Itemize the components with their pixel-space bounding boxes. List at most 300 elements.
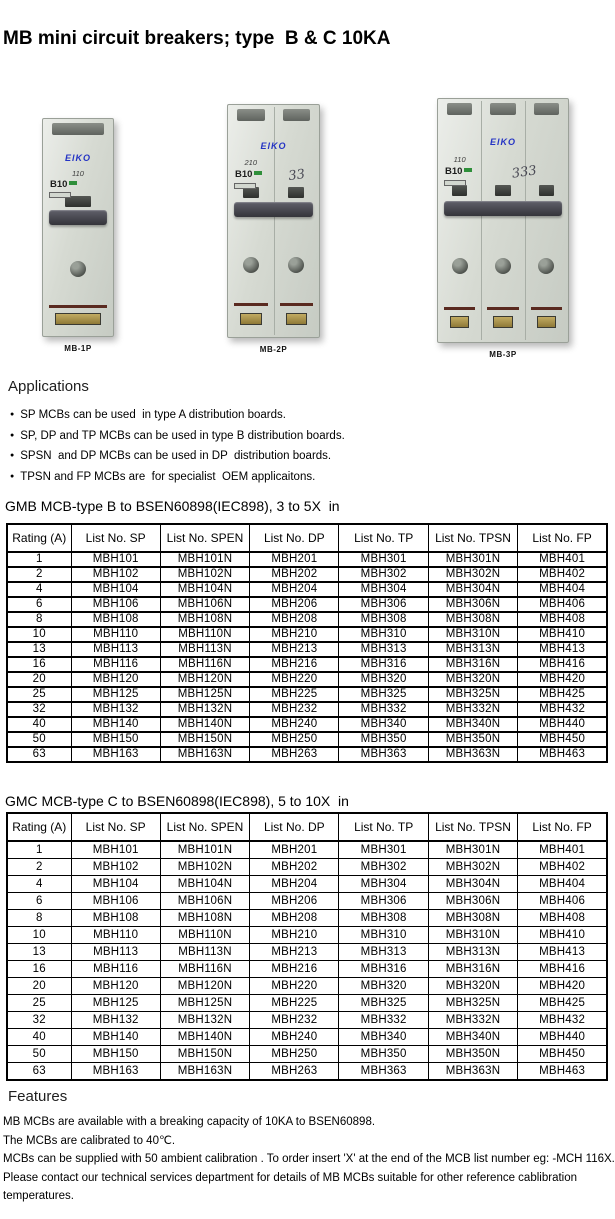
- table-row: [7, 944, 607, 961]
- table-row: [7, 978, 607, 995]
- table-cell: MBH316: [339, 961, 428, 978]
- table-cell: MBH425: [518, 687, 607, 702]
- table-row: [7, 732, 607, 747]
- top-terminal-cap: [237, 109, 265, 121]
- table-cell: MBH225: [250, 687, 339, 702]
- table-row: [7, 702, 607, 717]
- table-cell: MBH404: [518, 582, 607, 597]
- table-cell: MBH213: [250, 642, 339, 657]
- table-cell: MBH106N: [160, 597, 249, 612]
- table-cell: MBH150N: [160, 1046, 249, 1063]
- table-cell: MBH450: [518, 1046, 607, 1063]
- table-cell: MBH425: [518, 995, 607, 1012]
- column-header: List No. TP: [339, 524, 428, 552]
- status-indicator: [464, 168, 472, 172]
- table-cell: 16: [7, 961, 71, 978]
- table-row: [7, 552, 607, 567]
- frame-number-label: 110: [453, 154, 466, 164]
- application-item: ● TPSN and FP MCBs are for specialist OEM applicaitons.: [10, 467, 590, 488]
- table-cell: MBH416: [518, 961, 607, 978]
- breaker-image-mb-2p: [227, 104, 320, 338]
- table-cell: MBH250: [250, 1046, 339, 1063]
- terminal-slot: [487, 307, 518, 310]
- handwritten-marking: 333: [511, 162, 538, 182]
- table-cell: MBH308N: [428, 910, 517, 927]
- table-cell: MBH301: [339, 552, 428, 567]
- table-cell: 2: [7, 859, 71, 876]
- top-terminal-cap: [283, 109, 311, 121]
- table-cell: MBH310N: [428, 927, 517, 944]
- table-cell: MBH310N: [428, 627, 517, 642]
- table-cell: MBH108N: [160, 910, 249, 927]
- brand-logo: ElKO: [64, 152, 91, 163]
- table-cell: MBH350N: [428, 732, 517, 747]
- table-cell: MBH202: [250, 859, 339, 876]
- table-cell: MBH440: [518, 1029, 607, 1046]
- table-cell: MBH325N: [428, 995, 517, 1012]
- table-cell: MBH132: [71, 702, 160, 717]
- table-cell: MBH204: [250, 876, 339, 893]
- feature-line: Please contact our technical services department for details of MB MCBs suitable for other reference cablibration temperatures.: [3, 1171, 581, 1202]
- table-cell: MBH225: [250, 995, 339, 1012]
- table-cell: 50: [7, 1046, 71, 1063]
- table-cell: MBH302N: [428, 859, 517, 876]
- toggle-handle: [234, 202, 313, 217]
- table-cell: MBH110: [71, 627, 160, 642]
- table-cell: MBH104: [71, 582, 160, 597]
- mounting-hole: [70, 261, 86, 277]
- table-cell: MBH302: [339, 567, 428, 582]
- table-cell: MBH306: [339, 597, 428, 612]
- table-row: [7, 859, 607, 876]
- table-cell: MBH116: [71, 961, 160, 978]
- mounting-hole: [243, 257, 259, 273]
- feature-line: MB MCBs are available with a breaking capacity of 10KA to BSEN60898.: [3, 1116, 376, 1128]
- table-cell: MBH113N: [160, 642, 249, 657]
- table-row: [7, 961, 607, 978]
- toggle-handle: [49, 210, 107, 225]
- table-cell: MBH304: [339, 582, 428, 597]
- column-header: List No. SPEN: [160, 813, 249, 841]
- approval-mark: [49, 192, 71, 198]
- table-cell: MBH101: [71, 552, 160, 567]
- table-cell: MBH440: [518, 717, 607, 732]
- column-header: List No. SP: [71, 813, 160, 841]
- table-cell: 8: [7, 910, 71, 927]
- terminal-slot: [444, 307, 475, 310]
- table-cell: MBH232: [250, 702, 339, 717]
- table-cell: 20: [7, 978, 71, 995]
- table-cell: MBH208: [250, 910, 339, 927]
- table-cell: MBH463: [518, 747, 607, 762]
- table-cell: MBH308: [339, 910, 428, 927]
- product-images-row: [0, 0, 615, 370]
- table-row: [7, 876, 607, 893]
- table-cell: MBH101N: [160, 841, 249, 859]
- table-cell: MBH163N: [160, 1063, 249, 1081]
- table-cell: MBH301N: [428, 552, 517, 567]
- table-cell: MBH102N: [160, 567, 249, 582]
- table-cell: 6: [7, 893, 71, 910]
- column-header: Rating (A): [7, 813, 71, 841]
- table-cell: 32: [7, 702, 71, 717]
- table-cell: MBH202: [250, 567, 339, 582]
- table-row: [7, 627, 607, 642]
- column-header: List No. SPEN: [160, 524, 249, 552]
- table-cell: MBH240: [250, 1029, 339, 1046]
- table-cell: MBH125N: [160, 687, 249, 702]
- table-cell: 10: [7, 627, 71, 642]
- application-item: ● SP MCBs can be used in type A distribution boards.: [10, 405, 590, 426]
- table-cell: MBH140: [71, 1029, 160, 1046]
- table-cell: MBH113: [71, 944, 160, 961]
- table-cell: MBH113: [71, 642, 160, 657]
- table-cell: MBH102: [71, 859, 160, 876]
- table-cell: MBH420: [518, 978, 607, 995]
- table-cell: MBH320N: [428, 672, 517, 687]
- table-cell: 50: [7, 732, 71, 747]
- table-row: [7, 1063, 607, 1081]
- table-row: [7, 582, 607, 597]
- terminal-screw: [55, 313, 101, 325]
- table-cell: MBH116N: [160, 657, 249, 672]
- table-cell: MBH106: [71, 893, 160, 910]
- table-cell: 63: [7, 1063, 71, 1081]
- table-cell: MBH150N: [160, 732, 249, 747]
- table-cell: MBH340N: [428, 1029, 517, 1046]
- switch-window: [452, 185, 468, 196]
- terminal-screw: [450, 316, 469, 328]
- table-row: [7, 747, 607, 762]
- table-cell: MBH163N: [160, 747, 249, 762]
- column-header: Rating (A): [7, 524, 71, 552]
- table-cell: MBH104: [71, 876, 160, 893]
- table-cell: MBH125N: [160, 995, 249, 1012]
- top-terminal-cap: [534, 103, 559, 115]
- table-header-row: [7, 813, 607, 841]
- features-heading: Features: [8, 1088, 68, 1105]
- table-row: [7, 1029, 607, 1046]
- table-cell: MBH302N: [428, 567, 517, 582]
- table-cell: MBH320: [339, 672, 428, 687]
- breaker-image-mb-3p: [437, 98, 569, 343]
- page-title: MB mini circuit breakers; type B & C 10KA: [3, 28, 391, 49]
- table-cell: MBH401: [518, 552, 607, 567]
- table-cell: MBH410: [518, 927, 607, 944]
- table-cell: 63: [7, 747, 71, 762]
- table-cell: 6: [7, 597, 71, 612]
- frame-number-label: 210: [244, 158, 257, 168]
- column-header: List No. FP: [518, 813, 607, 841]
- table-cell: MBH316: [339, 657, 428, 672]
- application-item: ● SP, DP and TP MCBs can be used in type B distribution boards.: [10, 426, 590, 447]
- table-cell: MBH110N: [160, 927, 249, 944]
- table-cell: MBH408: [518, 910, 607, 927]
- table-cell: MBH104N: [160, 876, 249, 893]
- product-figure-mb-2p: [227, 104, 320, 354]
- table-cell: 25: [7, 687, 71, 702]
- table-cell: MBH410: [518, 627, 607, 642]
- table-cell: MBH101: [71, 841, 160, 859]
- status-indicator: [254, 171, 262, 175]
- table-cell: MBH363: [339, 1063, 428, 1081]
- terminal-slot: [280, 303, 314, 306]
- terminal-screw: [493, 316, 512, 328]
- table-cell: MBH332: [339, 1012, 428, 1029]
- table-cell: MBH450: [518, 732, 607, 747]
- table-cell: MBH101N: [160, 552, 249, 567]
- table-cell: MBH301N: [428, 841, 517, 859]
- approval-mark: [444, 180, 466, 186]
- table-cell: MBH363: [339, 747, 428, 762]
- table-cell: MBH201: [250, 552, 339, 567]
- type-c-table-heading: GMC MCB-type C to BSEN60898(IEC898), 5 to 10X in: [5, 793, 349, 809]
- mcb-list-table-type-c: [6, 812, 608, 1081]
- table-cell: MBH106N: [160, 893, 249, 910]
- table-row: [7, 642, 607, 657]
- table-cell: MBH116: [71, 657, 160, 672]
- table-cell: MBH413: [518, 944, 607, 961]
- column-header: List No. TPSN: [428, 524, 517, 552]
- column-header: List No. FP: [518, 524, 607, 552]
- table-header-row: [7, 524, 607, 552]
- brand-logo: ElKO: [260, 140, 287, 151]
- table-cell: MBH263: [250, 1063, 339, 1081]
- rating-marking-label: B10: [235, 169, 262, 180]
- table-cell: MBH308: [339, 612, 428, 627]
- column-header: List No. TPSN: [428, 813, 517, 841]
- table-row: [7, 657, 607, 672]
- applications-heading: Applications: [8, 378, 89, 395]
- terminal-screw: [240, 313, 262, 325]
- type-b-table-heading: GMB MCB-type B to BSEN60898(IEC898), 3 to 5X in: [5, 498, 340, 514]
- table-cell: MBH110N: [160, 627, 249, 642]
- table-cell: MBH350: [339, 732, 428, 747]
- switch-window: [288, 187, 304, 198]
- terminal-slot: [234, 303, 268, 306]
- terminal-slot: [531, 307, 562, 310]
- table-cell: MBH332: [339, 702, 428, 717]
- table-cell: MBH201: [250, 841, 339, 859]
- product-label: MB-3P: [489, 350, 517, 359]
- table-cell: MBH325: [339, 687, 428, 702]
- table-cell: MBH350N: [428, 1046, 517, 1063]
- top-terminal-cap: [447, 103, 472, 115]
- table-cell: MBH350: [339, 1046, 428, 1063]
- table-cell: MBH408: [518, 612, 607, 627]
- table-cell: MBH150: [71, 1046, 160, 1063]
- table-cell: MBH325: [339, 995, 428, 1012]
- table-cell: MBH116N: [160, 961, 249, 978]
- table-cell: MBH413: [518, 642, 607, 657]
- table-cell: MBH416: [518, 657, 607, 672]
- table-cell: MBH140N: [160, 1029, 249, 1046]
- switch-window: [539, 185, 555, 196]
- toggle-handle: [444, 201, 562, 216]
- table-cell: MBH120: [71, 978, 160, 995]
- table-cell: MBH208: [250, 612, 339, 627]
- table-cell: MBH125: [71, 995, 160, 1012]
- switch-window: [495, 185, 511, 196]
- table-cell: MBH310: [339, 927, 428, 944]
- table-cell: MBH110: [71, 927, 160, 944]
- table-cell: MBH313N: [428, 944, 517, 961]
- table-cell: MBH306N: [428, 893, 517, 910]
- table-cell: MBH306N: [428, 597, 517, 612]
- table-cell: MBH132: [71, 1012, 160, 1029]
- mounting-hole: [538, 258, 554, 274]
- table-cell: MBH250: [250, 732, 339, 747]
- table-row: [7, 672, 607, 687]
- table-cell: MBH325N: [428, 687, 517, 702]
- table-row: [7, 910, 607, 927]
- table-cell: MBH104N: [160, 582, 249, 597]
- table-row: [7, 717, 607, 732]
- table-cell: MBH140: [71, 717, 160, 732]
- table-cell: 1: [7, 841, 71, 859]
- table-cell: MBH132N: [160, 702, 249, 717]
- table-cell: MBH108N: [160, 612, 249, 627]
- table-cell: MBH210: [250, 927, 339, 944]
- terminal-screw: [537, 316, 556, 328]
- table-cell: MBH210: [250, 627, 339, 642]
- application-item: ● SPSN and DP MCBs can be used in DP distribution boards.: [10, 446, 590, 467]
- table-cell: MBH240: [250, 717, 339, 732]
- status-indicator: [69, 181, 77, 185]
- table-cell: 32: [7, 1012, 71, 1029]
- column-header: List No. DP: [250, 813, 339, 841]
- table-cell: MBH108: [71, 910, 160, 927]
- table-cell: 4: [7, 876, 71, 893]
- table-cell: MBH404: [518, 876, 607, 893]
- table-cell: MBH301: [339, 841, 428, 859]
- table-cell: MBH216: [250, 657, 339, 672]
- table-cell: MBH420: [518, 672, 607, 687]
- rating-marking-label: B10: [445, 166, 472, 177]
- table-cell: MBH263: [250, 747, 339, 762]
- table-cell: MBH401: [518, 841, 607, 859]
- table-cell: MBH308N: [428, 612, 517, 627]
- product-label: MB-2P: [259, 345, 288, 354]
- table-cell: MBH402: [518, 567, 607, 582]
- column-header: List No. SP: [71, 524, 160, 552]
- table-cell: MBH304N: [428, 876, 517, 893]
- table-cell: MBH120N: [160, 672, 249, 687]
- table-cell: MBH332N: [428, 702, 517, 717]
- table-cell: MBH306: [339, 893, 428, 910]
- column-header: List No. TP: [339, 813, 428, 841]
- top-terminal-cap: [52, 123, 104, 135]
- table-row: [7, 995, 607, 1012]
- table-cell: MBH313: [339, 642, 428, 657]
- table-cell: MBH106: [71, 597, 160, 612]
- table-cell: MBH432: [518, 702, 607, 717]
- frame-number-label: 110: [72, 168, 84, 178]
- table-cell: 40: [7, 1029, 71, 1046]
- switch-window: [243, 187, 259, 198]
- table-cell: 4: [7, 582, 71, 597]
- table-row: [7, 1012, 607, 1029]
- table-cell: MBH120N: [160, 978, 249, 995]
- table-cell: MBH206: [250, 597, 339, 612]
- table-row: [7, 687, 607, 702]
- table-cell: MBH332N: [428, 1012, 517, 1029]
- table-cell: MBH402: [518, 859, 607, 876]
- table-cell: MBH313: [339, 944, 428, 961]
- table-cell: 2: [7, 567, 71, 582]
- product-figure-mb-3p: [437, 98, 569, 359]
- table-cell: MBH132N: [160, 1012, 249, 1029]
- table-cell: MBH340: [339, 717, 428, 732]
- table-cell: MBH120: [71, 672, 160, 687]
- mounting-hole: [288, 257, 304, 273]
- product-figure-mb-1p: [42, 118, 114, 353]
- table-cell: 1: [7, 552, 71, 567]
- handwritten-marking: 33: [287, 166, 306, 184]
- table-cell: MBH463: [518, 1063, 607, 1081]
- table-cell: MBH320: [339, 978, 428, 995]
- table-cell: MBH163: [71, 747, 160, 762]
- table-cell: MBH108: [71, 612, 160, 627]
- table-cell: MBH302: [339, 859, 428, 876]
- table-cell: MBH316N: [428, 961, 517, 978]
- breaker-image-mb-1p: [42, 118, 114, 337]
- table-cell: 16: [7, 657, 71, 672]
- mounting-hole: [495, 258, 511, 274]
- mcb-list-table-type-b: [6, 523, 608, 763]
- table-cell: MBH304N: [428, 582, 517, 597]
- table-cell: MBH220: [250, 672, 339, 687]
- feature-line: MCBs can be supplied with 50 ambient calibration . To order insert 'X' at the end of the MCB list number eg: -MCH 116X.: [3, 1153, 615, 1165]
- table-row: [7, 1046, 607, 1063]
- table-cell: 20: [7, 672, 71, 687]
- table-cell: 25: [7, 995, 71, 1012]
- table-row: [7, 612, 607, 627]
- table-cell: MBH213: [250, 944, 339, 961]
- top-terminal-cap: [490, 103, 515, 115]
- table-cell: 10: [7, 927, 71, 944]
- rating-marking-label: B10: [50, 179, 77, 190]
- table-cell: MBH220: [250, 978, 339, 995]
- table-cell: MBH102N: [160, 859, 249, 876]
- table-row: [7, 567, 607, 582]
- table-cell: 40: [7, 717, 71, 732]
- table-cell: MBH406: [518, 597, 607, 612]
- product-label: MB-1P: [64, 344, 92, 353]
- table-cell: MBH320N: [428, 978, 517, 995]
- table-cell: MBH340: [339, 1029, 428, 1046]
- table-cell: MBH363N: [428, 1063, 517, 1081]
- table-cell: 13: [7, 642, 71, 657]
- table-row: [7, 841, 607, 859]
- table-cell: MBH340N: [428, 717, 517, 732]
- table-row: [7, 893, 607, 910]
- terminal-slot: [49, 305, 107, 308]
- table-cell: MBH216: [250, 961, 339, 978]
- table-cell: MBH125: [71, 687, 160, 702]
- table-cell: MBH406: [518, 893, 607, 910]
- feature-line: The MCBs are calibrated to 40℃.: [3, 1134, 176, 1147]
- table-cell: MBH163: [71, 1063, 160, 1081]
- table-cell: MBH313N: [428, 642, 517, 657]
- table-row: [7, 927, 607, 944]
- table-cell: MBH206: [250, 893, 339, 910]
- table-cell: MBH363N: [428, 747, 517, 762]
- table-cell: MBH204: [250, 582, 339, 597]
- table-cell: MBH310: [339, 627, 428, 642]
- column-header: List No. DP: [250, 524, 339, 552]
- table-cell: MBH140N: [160, 717, 249, 732]
